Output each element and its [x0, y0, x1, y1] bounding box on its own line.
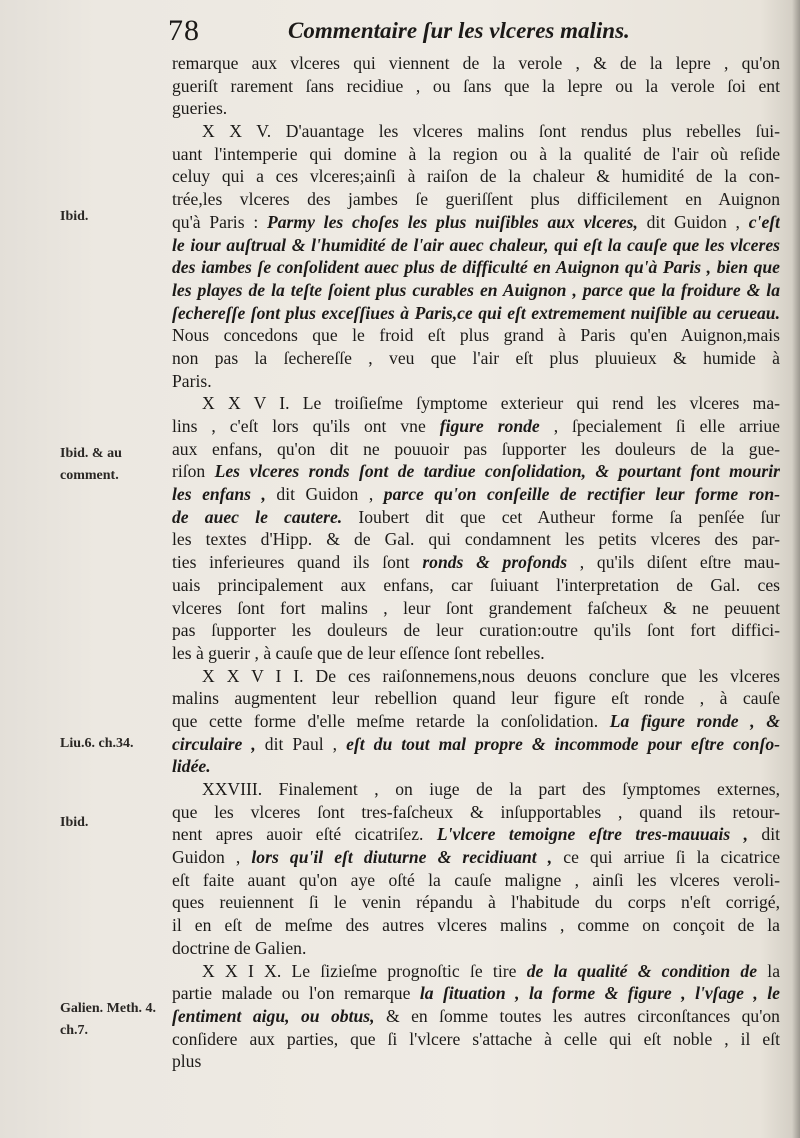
page-number: 78: [168, 14, 200, 47]
text-line: [172, 120, 780, 143]
text-line: [172, 869, 780, 892]
text-run: uais principalement aux enfans, car ſuiuant l'interpretation de Gal. ces: [172, 574, 780, 595]
text-run: aux enfans, qu'on dit ne pouuoir pas ſupporter les douleurs de la gue-: [172, 438, 780, 459]
text-line: [172, 211, 780, 234]
text-run: riſon: [172, 461, 215, 482]
text-run: ques reuiennent ſi le venin répandu à l'habitude du corps n'eſt corrigé,: [172, 892, 780, 913]
text-line: [172, 1050, 780, 1073]
margin-note: Ibid.: [60, 815, 89, 830]
italic-quotation: le iour auſtrual & l'humidité de l'air auec chaleur, qui eſt la cauſe que les vlceres: [172, 234, 780, 255]
text-run: malins augmentent leur rebellion quand leur figure eſt ronde , à cauſe: [172, 688, 780, 709]
italic-quotation: lors qu'il eſt diuturne & recidiuant ,: [251, 847, 553, 868]
italic-quotation: La figure ronde , &: [609, 710, 780, 731]
text-run: celuy qui a ces vlceres;ainſi à raiſon de la chaleur & humidité de la con-: [172, 166, 780, 187]
text-line: [172, 75, 780, 98]
text-line: [172, 551, 780, 574]
page-edge-shadow: [792, 0, 800, 1138]
text-line: [172, 982, 780, 1005]
text-line: [172, 506, 780, 529]
text-line: [172, 347, 780, 370]
text-run: ties inferieures quand ils ſont: [172, 552, 423, 573]
text-run: & en ſomme toutes les autres circonſtances qu'on: [374, 1005, 780, 1026]
page-header: [168, 14, 668, 50]
text-run: ce qui arriue ſi la cicatrice: [552, 847, 780, 868]
text-line: [172, 665, 780, 688]
text-run: , qu'ils diſent eſtre mau-: [567, 552, 780, 573]
text-line: [172, 823, 780, 846]
text-line: [172, 891, 780, 914]
text-run: XXVIII. Finalement , on iuge de la part des ſymptomes externes,: [202, 779, 780, 799]
italic-quotation: la ſituation , la forme & figure , l'vſage , le: [419, 983, 780, 1004]
text-line: [172, 528, 780, 551]
text-line: [172, 597, 780, 620]
text-run: dit Guidon ,: [265, 484, 384, 505]
italic-quotation: lidée.: [172, 756, 211, 777]
text-run: que cette forme d'elle meſme retarde la conſolidation.: [172, 710, 610, 731]
text-run: Nous concedons que le froid eſt plus grand à Paris qu'en Auignon,mais: [172, 325, 780, 346]
text-run: remarque aux vlceres qui viennent de la verole , & de la lepre , qu'on: [172, 53, 780, 73]
text-line: [172, 165, 780, 188]
text-line: [172, 687, 780, 710]
text-line: [172, 370, 780, 393]
text-run: il en eſt de meſme des autres vlceres malins , comme on conçoit de la: [172, 915, 780, 936]
italic-quotation: ſentiment aigu, ou obtus,: [172, 1005, 375, 1026]
text-line: [172, 460, 780, 483]
text-run: partie malade ou l'on remarque: [172, 983, 420, 1004]
text-line: [172, 392, 780, 415]
italic-quotation: Les vlceres ronds ſont de tardiue conſolidation, & pourtant font mourir: [214, 461, 780, 482]
italic-quotation: eſt du tout mal propre & incommode pour eſtre conſo-: [346, 733, 780, 754]
italic-quotation: les enfans ,: [172, 484, 266, 505]
italic-quotation: ſechereſſe ſont plus exceſſiues à Paris,ce qui eſt extremement nuiſible au cerueau.: [172, 302, 780, 323]
italic-quotation: de la qualité & condition de: [526, 960, 758, 981]
italic-quotation: ronds & profonds: [422, 552, 568, 573]
text-run: Paris.: [172, 370, 212, 391]
text-line: [172, 1028, 780, 1051]
margin-note: Liu.6. ch.34.: [60, 736, 134, 751]
text-run: X X V I I. De ces raiſonnemens,nous deuons conclure que les vlceres: [202, 665, 780, 686]
text-run: doctrine de Galien.: [172, 937, 307, 958]
text-line: [172, 642, 780, 665]
text-run: uant l'intemperie qui domine à la region ou à la qualité de l'air où reſide: [172, 143, 780, 164]
text-line: [172, 97, 780, 120]
text-line: [172, 960, 780, 983]
italic-quotation: parce qu'on conſeille de rectifier leur forme ron-: [383, 484, 780, 505]
text-run: gueriſt rarement ſans recidiue , ou ſans que la lepre ou la verole ſoi ent: [172, 75, 780, 96]
text-run: X X I X. Le ſizieſme prognoſtic ſe tire: [202, 960, 527, 981]
text-run: Ioubert dit que cet Autheur forme ſa penſée ſur: [342, 506, 780, 527]
italic-quotation: c'eſt: [748, 211, 780, 232]
italic-quotation: L'vlcere temoigne eſtre tres-mauuais ,: [436, 824, 748, 845]
text-line: [172, 234, 780, 257]
text-run: la: [757, 960, 780, 981]
text-run: X X V. D'auantage les vlceres malins ſont rendus plus rebelles ſui-: [202, 121, 780, 142]
text-line: [172, 574, 780, 597]
text-line: [172, 1005, 780, 1028]
text-line: [172, 937, 780, 960]
text-run: qu'à Paris :: [172, 211, 268, 232]
text-run: les textes d'Hipp. & de Gal. qui condamnent les petits vlceres des par-: [172, 529, 780, 550]
text-run: conſidere aux parties, que ſi l'vlcere s'attache à celle qui eſt noble , il eſt: [172, 1028, 780, 1049]
text-line: [172, 415, 780, 438]
text-run: X X V I. Le troiſieſme ſymptome exterieur qui rend les vlceres ma-: [202, 393, 780, 414]
text-run: que les vlceres ſont tres-faſcheux & inſupportables , quand ils retour-: [172, 801, 780, 822]
text-line: [172, 256, 780, 279]
text-run: plus: [172, 1051, 202, 1072]
text-run: , ſpecialement ſi elle arriue: [539, 416, 780, 436]
text-line: [172, 438, 780, 461]
text-line: [172, 324, 780, 347]
text-run: eſt faite auant qu'on aye oſté la cauſe maligne , ainſi les vlceres veroli-: [172, 869, 780, 890]
text-run: trée,les vlceres des jambes ſe gueriſſent plus difficilement en Auignon: [172, 189, 780, 210]
text-run: pas ſupporter les douleurs de leur curation:outre qu'ils ſont fort diffici-: [172, 620, 780, 641]
text-line: [172, 755, 780, 778]
margin-note: Galien. Meth. 4. ch.7.: [60, 1001, 157, 1038]
italic-quotation: de auec le cautere.: [172, 506, 343, 527]
text-run: Guidon ,: [172, 847, 252, 868]
margin-note: Ibid. & au comment.: [60, 446, 122, 483]
text-line: [172, 52, 780, 75]
text-run: les à guerir , à cauſe que de leur eſſence ſont rebelles.: [172, 642, 545, 663]
italic-quotation: circulaire ,: [172, 733, 256, 754]
text-run: nent apres auoir eſté cicatriſez.: [172, 824, 437, 845]
text-line: [172, 710, 780, 733]
text-run: dit: [748, 824, 780, 845]
text-line: [172, 143, 780, 166]
italic-quotation: les playes de la teſte ſoient plus curables en Auignon , parce que la froidure & la: [172, 279, 780, 300]
text-run: gueries.: [172, 98, 228, 119]
text-line: [172, 778, 780, 801]
text-line: [172, 302, 780, 325]
text-line: [172, 801, 780, 824]
text-line: [172, 733, 780, 756]
italic-quotation: figure ronde: [439, 416, 540, 436]
text-run: dit Guidon ,: [637, 211, 749, 232]
text-line: [172, 188, 780, 211]
text-run: lins , c'eſt lors qu'ils ont vne: [172, 416, 440, 436]
text-line: [172, 914, 780, 937]
text-run: vlceres ſont fort malins , leur ſont grandement faſcheux & ne peuuent: [172, 597, 780, 618]
text-line: [172, 279, 780, 302]
text-line: [172, 483, 780, 506]
text-line: [172, 846, 780, 869]
text-run: dit Paul ,: [255, 733, 347, 754]
italic-quotation: Parmy les choſes les plus nuiſibles aux vlceres,: [267, 211, 638, 232]
italic-quotation: des iambes ſe conſolident auec plus de difficulté en Auignon qu'à Paris , bien que: [172, 257, 780, 278]
text-run: non pas la ſechereſſe , veu que l'air eſt plus pluuieux & humide à: [172, 347, 780, 368]
text-line: [172, 619, 780, 642]
margin-note: Ibid.: [60, 209, 89, 224]
running-title: Commentaire ſur les vlceres malins.: [288, 18, 630, 43]
body-text: [172, 52, 780, 1073]
